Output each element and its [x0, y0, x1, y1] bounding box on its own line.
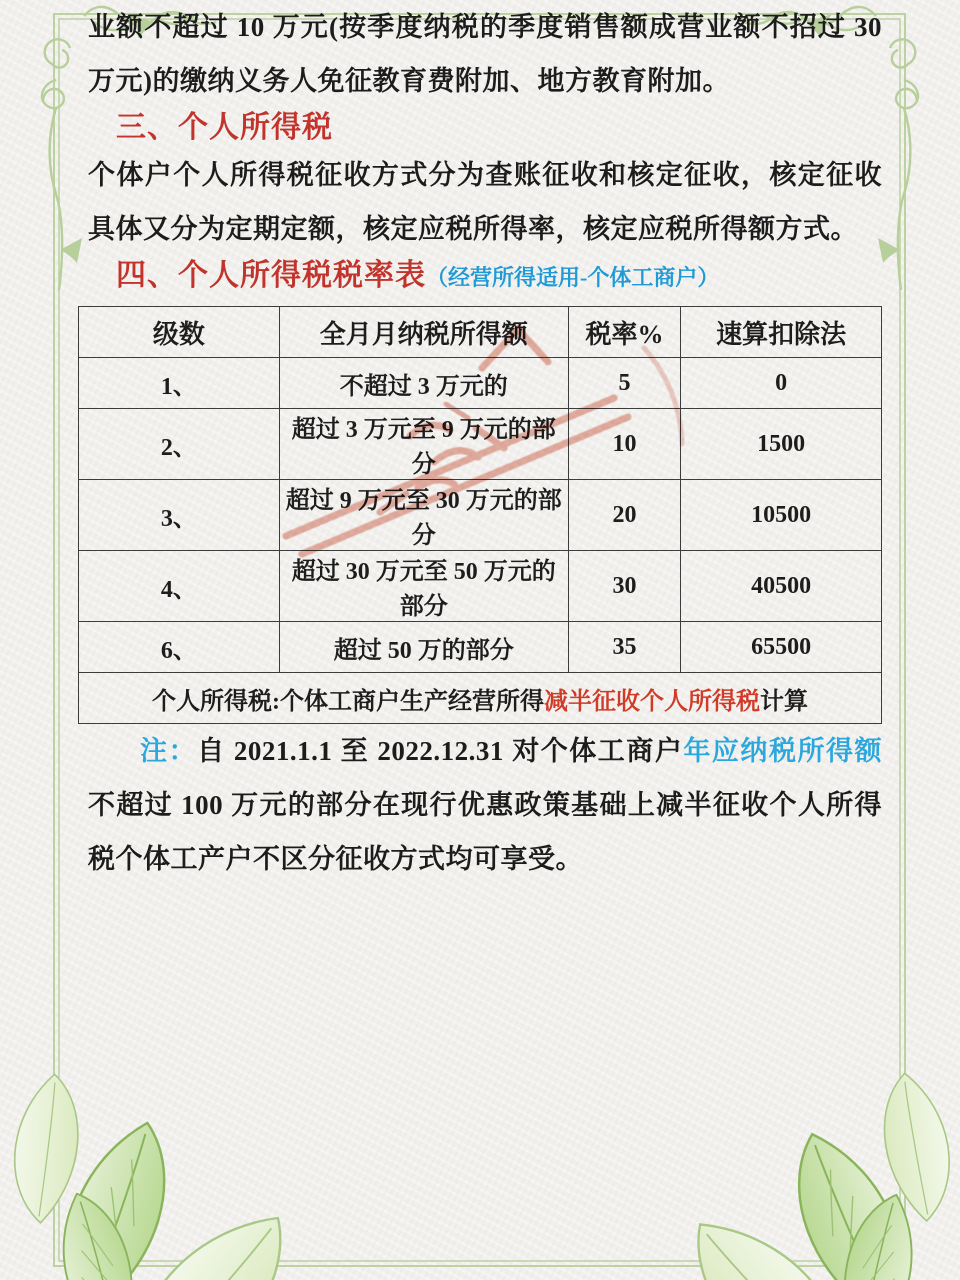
- cell-level: 6、: [79, 622, 280, 673]
- table-row: [79, 480, 882, 551]
- column-header-income: 全月月纳税所得额: [279, 307, 568, 358]
- leaf-decoration-bottom-left: [0, 1072, 320, 1280]
- table-row: [79, 551, 882, 622]
- table-footer-row: [79, 673, 882, 724]
- table-row: [79, 409, 882, 480]
- note-part1: 自 2021.1.1 至 2022.12.31 对个体工商户: [197, 736, 684, 766]
- cell-rate: 30: [568, 551, 680, 622]
- note-highlight: 年应纳税所得额: [683, 736, 883, 766]
- section3-body: 个体户个人所得税征收方式分为查账征收和核定征收，核定征收具体又分为定期定额，核定应税所得率，核定应税所得额方式。: [88, 160, 882, 244]
- intro-paragraph: 业额不超过 10 万元(按季度纳税的季度销售额成营业额不招过 30 万元)的缴纳义务人免征教育费附加、地方教育附加。: [88, 12, 882, 96]
- section4-heading: [88, 256, 882, 298]
- tax-rate-table-wrap: [78, 306, 882, 724]
- cell-deduction: 40500: [681, 551, 882, 622]
- column-header-level: 级数: [79, 307, 280, 358]
- note-part2: 不超过 100 万元的部分在现行优惠政策基础上减半征收个人所得税个体工产户不区分征收方式均可享受。: [88, 790, 882, 874]
- document-content: [88, 0, 882, 886]
- cell-deduction: 65500: [681, 622, 882, 673]
- cell-level: 4、: [79, 551, 280, 622]
- footer-note-highlight: 减半征收个人所得税: [544, 688, 760, 715]
- cell-level: 2、: [79, 409, 280, 480]
- note-label: 注：: [140, 736, 198, 766]
- note-paragraph: [88, 724, 882, 886]
- cell-income: 超过 3 万元至 9 万元的部分: [279, 409, 568, 480]
- table-row: [79, 358, 882, 409]
- footer-note-suffix: 计算: [760, 688, 808, 715]
- cell-rate: 5: [568, 358, 680, 409]
- table-row: [79, 622, 882, 673]
- cell-income: 超过 50 万的部分: [279, 622, 568, 673]
- leaf-decoration-bottom-right: [663, 1070, 960, 1280]
- column-header-rate: 税率%: [568, 307, 680, 358]
- cell-level: 1、: [79, 358, 280, 409]
- cell-deduction: 10500: [681, 480, 882, 551]
- cell-rate: 10: [568, 409, 680, 480]
- cell-rate: 20: [568, 480, 680, 551]
- cell-deduction: 0: [681, 358, 882, 409]
- footer-note-prefix: 个人所得税:个体工商户生产经营所得: [152, 688, 544, 715]
- cell-income: 超过 30 万元至 50 万元的部分: [279, 551, 568, 622]
- tax-rate-table: [78, 306, 882, 724]
- table-footer-note: [79, 673, 882, 724]
- section4-heading-note: （经营所得适用-个体工商户）: [426, 265, 720, 290]
- cell-income: 超过 9 万元至 30 万元的部分: [279, 480, 568, 551]
- table-header-row: [79, 307, 882, 358]
- cell-rate: 35: [568, 622, 680, 673]
- column-header-deduction: 速算扣除法: [681, 307, 882, 358]
- cell-income: 不超过 3 万元的: [279, 358, 568, 409]
- cell-level: 3、: [79, 480, 280, 551]
- section4-heading-text: 四、个人所得税税率表: [116, 259, 426, 292]
- section3-heading: 三、个人所得税: [116, 111, 333, 144]
- cell-deduction: 1500: [681, 409, 882, 480]
